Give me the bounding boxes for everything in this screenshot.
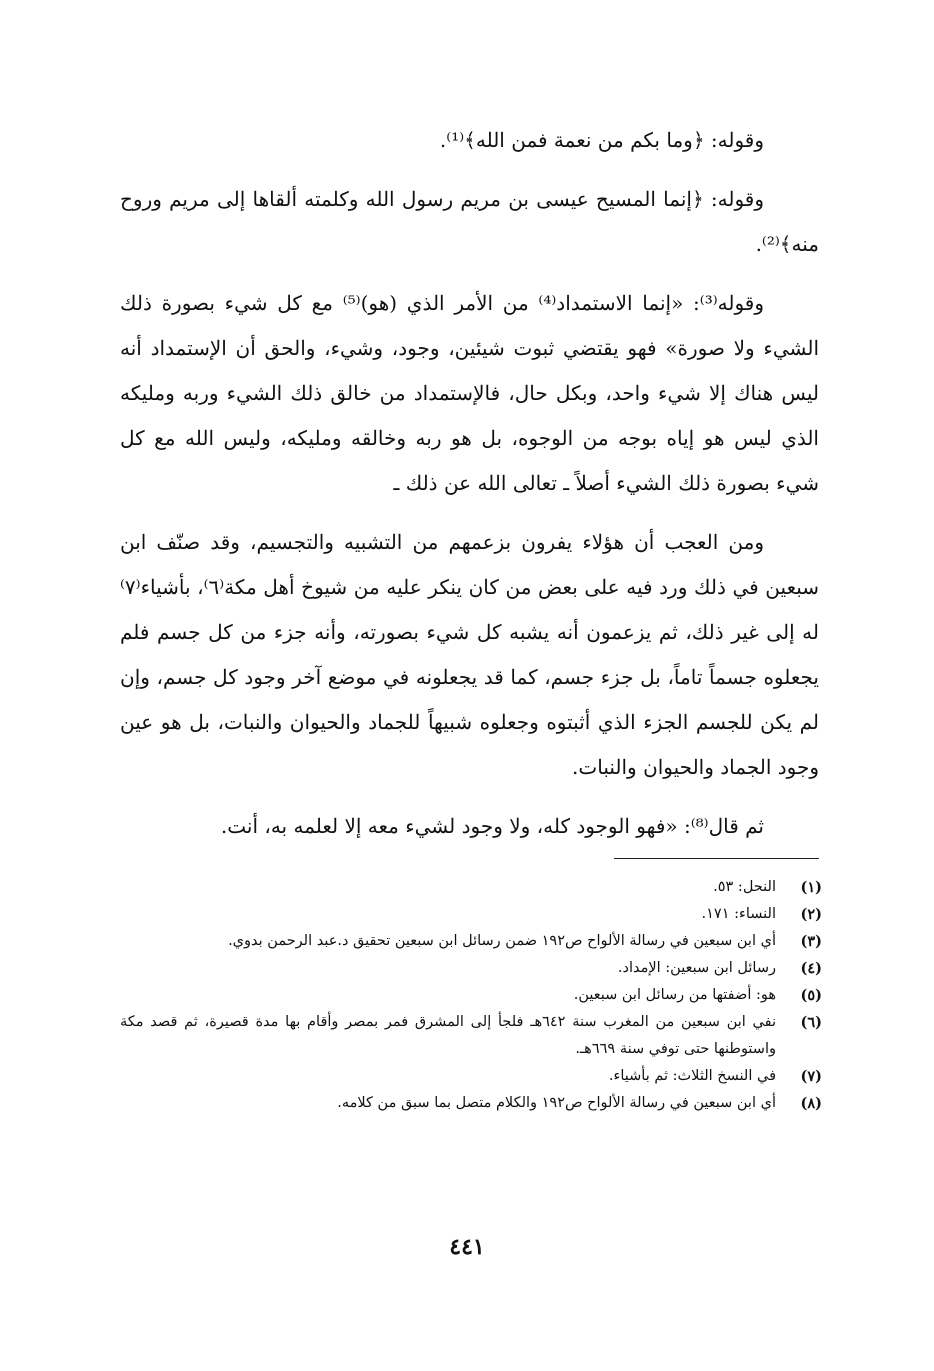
- footnote-number: (٤): [800, 960, 822, 977]
- footnote-number: (٨): [800, 1095, 822, 1112]
- footnote-number: (٥): [800, 987, 822, 1004]
- footnote-1: [120, 874, 822, 901]
- footnote-number: (٢): [800, 906, 822, 923]
- footnote-number: (١): [800, 879, 822, 896]
- footnote-5: [120, 982, 822, 1009]
- paragraph-quran-verse-1: وقوله: ﴿وما بكم من نعمة فمن الله﴾⁽¹⁾.: [439, 128, 764, 152]
- footnote-text: النساء: ١٧١.: [701, 906, 776, 922]
- paragraph-quran-verse-2: وقوله: ﴿إنما المسيح عيسى بن مريم رسول الله وكلمته ألقاها إلى مريم وروح منه﴾⁽²⁾.: [120, 187, 819, 256]
- footnote-7: [120, 1063, 822, 1090]
- footnote-separator: [614, 858, 819, 859]
- footnote-text: أي ابن سبعين في رسالة الألواح ص١٩٢ ضمن رسائل ابن سبعين تحقيق د.عبد الرحمن بدوي.: [228, 933, 776, 949]
- footnote-2: [120, 901, 822, 928]
- footnote-text: النحل: ٥٣.: [713, 879, 776, 895]
- footnote-number: (٣): [800, 933, 822, 950]
- footnote-3: [120, 928, 822, 955]
- footnote-text: نفي ابن سبعين من المغرب سنة ٦٤٢هـ فلجأ إلى المشرق فمر بمصر وأقام بها مدة قصيرة، ثم قصد مكة واستوطنها حتى توفي سنة ٦٦٩هـ.: [120, 1014, 776, 1057]
- footnotes: [120, 874, 822, 1117]
- footnote-4: [120, 955, 822, 982]
- footnote-text: في النسخ الثلاث: ثم بأشياء.: [608, 1068, 776, 1084]
- main-text: [120, 118, 819, 863]
- paragraph-istimdad: وقوله⁽³⁾: «إنما الاستمداد⁽⁴⁾ من الأمر الذي (هو)⁽⁵⁾ مع كل شيء بصورة ذلك الشيء ولا صورة» فهو يقتضي ثبوت شيئين، وجود، وشيء، والحق أن الإستمداد أنه ليس هناك إلا شيء واحد، وبكل حال، فالإستمداد من خالق ذلك الشيء وربه ومليكه الذي ليس هو إياه بوجه من الوجوه، بل هو ربه وخالقه ومليكه، وليس الله مع كل شيء بصورة ذلك الشيء أصلاً ـ تعالى الله عن ذلك ـ: [120, 291, 819, 495]
- paragraph-quote: ثم قال⁽⁸⁾: «فهو الوجود كله، ولا وجود لشيء معه إلا لعلمه به، أنت.: [220, 814, 764, 838]
- footnote-text: هو: أضفتها من رسائل ابن سبعين.: [573, 987, 776, 1003]
- page-number: ٤٤١: [449, 1234, 485, 1260]
- footnote-text: رسائل ابن سبعين: الإمداد.: [617, 960, 776, 976]
- footnote-6: [120, 1009, 822, 1063]
- footnote-number: (٧): [800, 1068, 822, 1085]
- paragraph-tashbih: ومن العجب أن هؤلاء يفرون بزعمهم من التشبيه والتجسيم، وقد صنّف ابن سبعين في ذلك ورد فيه على بعض من كان ينكر عليه من شيوخ أهل مكة⁽٦⁾، بأشياء⁽٧⁾ له إلى غير ذلك، ثم يزعمون أنه يشبه كل شيء بصورته، وأنه جزء من كل جسم فلم يجعلوه جسماً تاماً، بل جزء جسم، كما قد يجعلونه في موضع آخر وجود كل جسم، وإن لم يكن للجسم الجزء الذي أثبتوه وجعلوه شبيهاً للجماد والحيوان والنبات، بل هو عين وجود الجماد والحيوان والنبات.: [120, 530, 820, 779]
- footnote-text: أي ابن سبعين في رسالة الألواح ص١٩٢ والكلام متصل بما سبق من كلامه.: [337, 1095, 776, 1111]
- footnote-8: [120, 1090, 822, 1117]
- footnote-number: (٦): [800, 1014, 822, 1031]
